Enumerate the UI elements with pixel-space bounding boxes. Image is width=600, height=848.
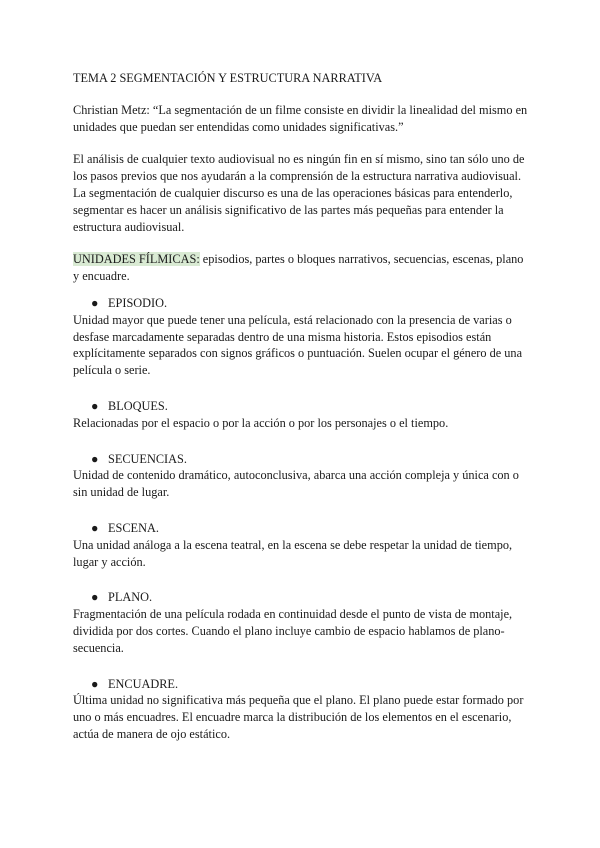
document-content <box>73 70 531 762</box>
bullet-icon: ● <box>91 295 99 310</box>
section-episodio <box>73 295 531 379</box>
section-heading: ENCUADRE. <box>108 676 179 691</box>
section-secuencias <box>73 451 531 501</box>
section-heading-row <box>73 520 531 537</box>
section-body: Unidad de contenido dramático, autoconclusiva, abarca una acción compleja y única con o sin unidad de lugar. <box>73 468 519 500</box>
section-heading-row <box>73 295 531 312</box>
section-body: Unidad mayor que puede tener una película, está relacionado con la presencia de varias o desfase marcadamente separadas dentro de una misma historia. Estos episodios están explícitamente separados con signos gráficos o puntuación. Suelen ocupar el género de una película o serie. <box>73 312 523 378</box>
section-heading: ESCENA. <box>108 520 159 535</box>
section-bloques <box>73 398 531 432</box>
section-escena <box>73 520 531 570</box>
section-heading-row <box>73 451 531 468</box>
section-heading-row <box>73 676 531 693</box>
bullet-icon: ● <box>91 451 99 466</box>
units-text: episodios, partes o bloques narrativos, secuencias, escenas, plano y encuadre. <box>73 252 524 284</box>
bullet-icon: ● <box>91 520 99 535</box>
section-heading-row <box>73 589 531 606</box>
section-encuadre <box>73 676 531 743</box>
section-body: Fragmentación de una película rodada en continuidad desde el punto de vista de montaje, dividida por dos cortes. Cuando el plano incluye cambio de espacio hablamos de plano-secuencia. <box>73 607 513 655</box>
section-body: Relacionadas por el espacio o por la acción o por los personajes o el tiempo. <box>73 415 449 430</box>
section-heading: BLOQUES. <box>108 398 168 413</box>
units-paragraph <box>73 251 531 285</box>
document-title: TEMA 2 SEGMENTACIÓN Y ESTRUCTURA NARRATIVA <box>73 71 383 85</box>
section-heading: PLANO. <box>108 590 153 605</box>
section-plano <box>73 589 531 656</box>
metz-quote: Christian Metz: “La segmentación de un filme consiste en dividir la linealidad del mismo en unidades que puedan ser entendidas como unidades significativas.” <box>73 102 528 134</box>
bullet-icon: ● <box>91 676 99 691</box>
section-body: Una unidad análoga a la escena teatral, en la escena se debe respetar la unidad de tiempo, lugar y acción. <box>73 537 513 569</box>
bullet-icon: ● <box>91 398 99 413</box>
section-heading: SECUENCIAS. <box>108 451 187 466</box>
intro-paragraph: El análisis de cualquier texto audiovisual no es ningún fin en sí mismo, sino tan sólo uno de los pasos previos que nos ayudarán a la comprensión de la estructura narrativa audiovisual. La segmentación de cualquier discurso es una de las operaciones básicas para entenderlo, segmentar es hacer un análisis significativo de las partes más pequeñas para entender la estructura audiovisual. <box>73 152 525 234</box>
section-body: Última unidad no significativa más pequeña que el plano. El plano puede estar formado por uno o más encuadres. El encuadre marca la distribución de los elementos en el escenario, actúa de manera de ojo estático. <box>73 693 524 741</box>
units-highlight-label: UNIDADES FÍLMICAS: <box>73 252 200 267</box>
section-heading: EPISODIO. <box>108 295 168 310</box>
section-heading-row <box>73 398 531 415</box>
bullet-icon: ● <box>91 590 99 605</box>
